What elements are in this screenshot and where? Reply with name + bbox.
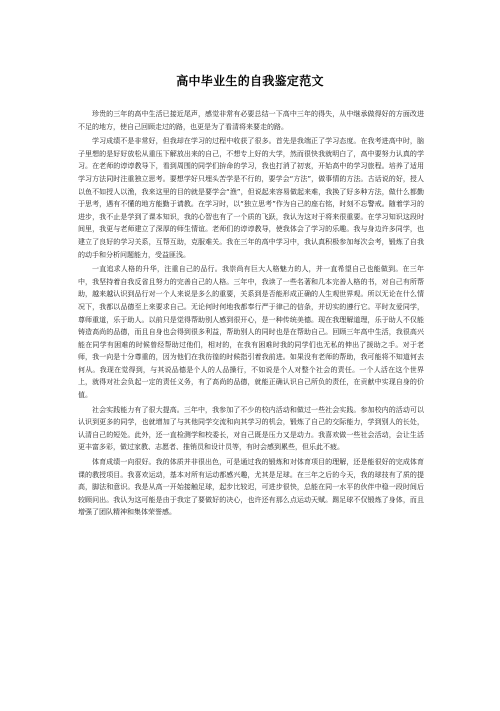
paragraph-intro: 珍贵的三年的高中生活已接近尾声，感觉非常有必要总结一下高中三年的得失，从中继承做得好的方面改进不足的地方，使自己回顾走过的路，也更是为了看清将来要走的路。 bbox=[78, 110, 424, 131]
paragraph-social-practice: 社会实践能力有了很大提高。三年中，我参加了不少的校内活动和做过一些社会实践。参加校内的活动可以认识到更多的同学，也就增加了与其他同学交流和向其学习的机会，锻炼了自己的交际能力，学到别人的长处，认清自己的短处。此外，还一直检测学和校委长，对自己既是压力又是动力。我喜欢做一些社会活动，会让生活更丰富多彩，做过家教、志愿者、推销员和设计员等，有时会感到累些，但乐此不疲。 bbox=[78, 405, 424, 452]
paragraph-character: 一直追求人格的升华，注重自己的品行。我崇尚有巨大人格魅力的人，并一直希望自己也能做到。在三年中，我坚持着自我反省且努力的完善自己的人格。三年中，我读了一些名著和几本完善人格的书，对自己有所帮助，越来越认识到品行对一个人来说是多么的重要，关系到是否能形成正确的人生观世界观。所以无论在什么情况下，我都以品德至上来要求自己。无论何时何地我都奉行严于律己的信条，并切实的遵行它。平时友爱同学，尊师重道，乐于助人。以前只是觉得帮助别人感到很开心，是一种传统美德。现在我理解道理，乐于助人不仅能铸造高尚的品德，而且自身也会得到很多利益，帮助别人的同时也是在帮助自己。回顾三年高中生活，我很高兴能在同学有困难的时候曾经帮助过他们，相对的，在我有困难时我的同学们也无私的伸出了援助之手。对于老师，我一向是十分尊重的，因为他们在我彷徨的时候指引着我前进。如果没有老师的帮助，我可能将不知道何去何从。我现在觉得到，与其说品德是个人的人品操行，不如说是个人对整个社会的责任。一个人活在这个世界上，就得对社会负起一定的责任义务，有了高尚的品德，就能正确认识自己所负的责任，在贡献中实现自身的价值。 bbox=[78, 265, 424, 400]
paragraph-study: 学习成绩不是非常好，但我却在学习的过程中收获了很多。首先是我端正了学习态度。在我考进高中时，脑子里想的是好好放松从重压下解放出来的自己，不想专上好的大学，然而很快我就明白了，高中要努力认真的学习。在老师的谆谆教导下，看到周围的同学们拚命的学习，我也打消了初衷，开始高中的学习旅程。培养了适用学习方法同时注重独立思考。要想学好只埋头苦学是不行的，要学会“方法”，做事情的方法。古话说的好，授人以鱼不如授人以渔，我来这里的目的就是要学会“渔”，但说起来容易做起来难，我换了好多种方法，做什么都勤于思考，遇有不懂的地方能勤于请教。在学习时，以“独立思考”作为自己的座右铭，时刻不忘警戒。随着学习的进步，我不止是学到了课本知识，我的心智也有了一个质的飞跃，我认为这对于将来很重要。在学习知识这段时间里，我更与老师建立了深厚的师生情谊。老师们的谆谆教导，使我体会了学习的乐趣。我与身边许多同学，也建立了良好的学习关系，互帮互助，克服难关。我在三年的高中学习中，我认真积极参加每次会考，锻炼了自我的动手和分析问题能力，受益匪浅。 bbox=[78, 137, 424, 259]
document-body bbox=[78, 108, 424, 519]
document-title: 高中毕业生的自我鉴定范文 bbox=[176, 74, 324, 88]
paragraph-sports: 体育成绩一向很好。我的体质并非很出色，可是通过我的锻炼和对体育项目的理解，还是能很好的完成体育课的教授项目。我喜欢运动，基本对所有运动都感兴趣，尤其是足球。在三年之后的今天，我的球技有了质的提高，脚法和意识。我是从高一开始接触足球，起步比较迟，可进步很快，总能在同一水平的伙伴中稳一段时间后较顾问出。我认为这可能是由于我定了要做好的决心，也许还有那么点运动天赋。踢足球不仅锻炼了身体，而且增强了团队精神和集体荣誉感。 bbox=[78, 458, 424, 517]
